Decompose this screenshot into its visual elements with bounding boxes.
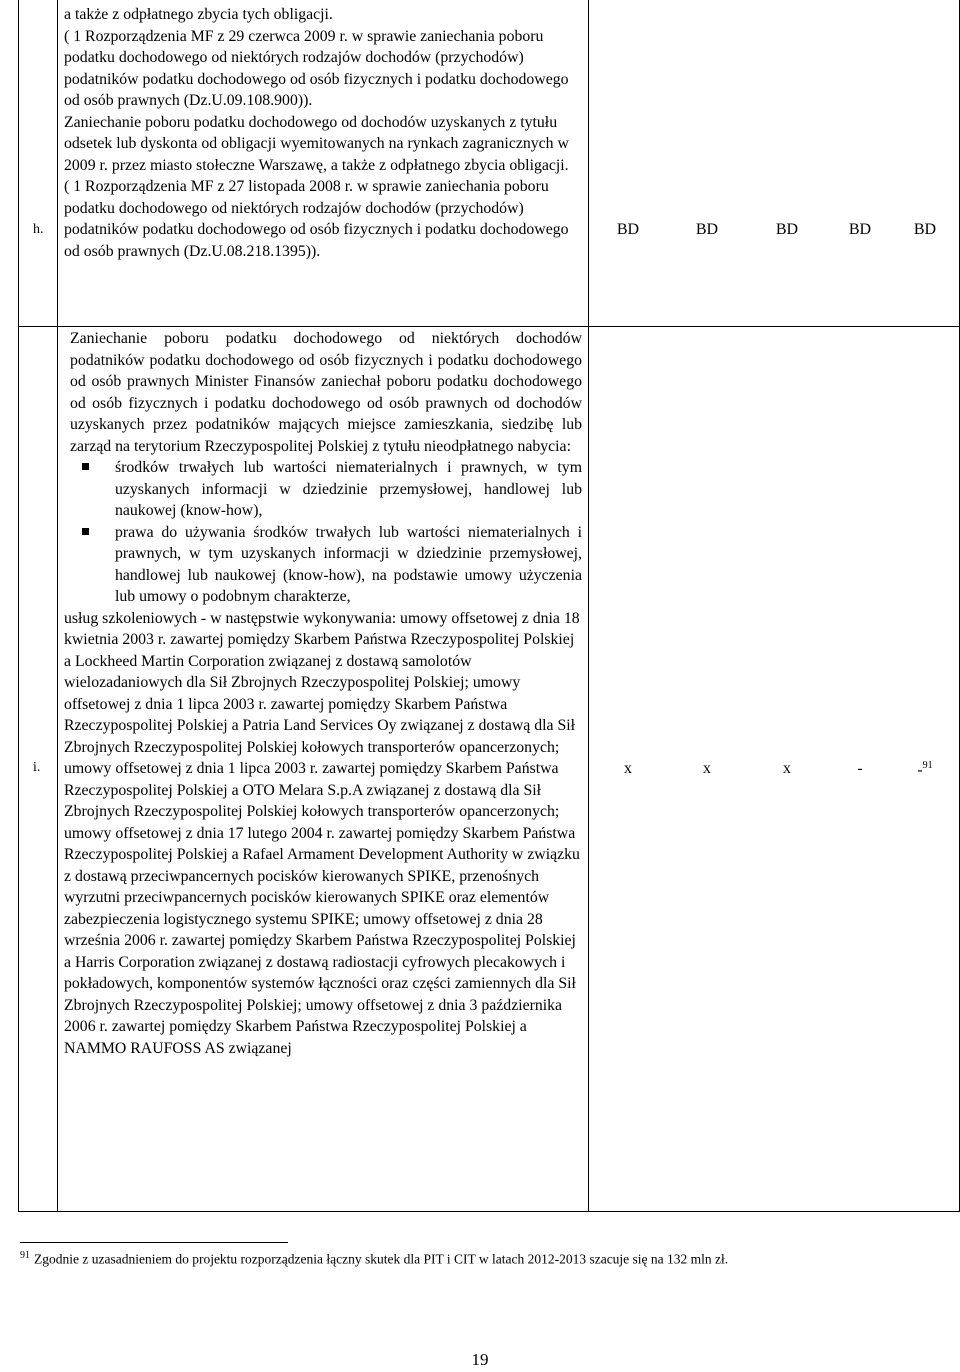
row-label-i: i. (33, 760, 41, 775)
row-i-value-5: -$^{91}$ (917, 760, 933, 779)
row-h-value-5: BD (913, 221, 937, 238)
footnote (20, 1250, 728, 1268)
list-item: środków trwałych lub wartości niematerialnych i prawnych, w tym uzyskanych informacji w dziedzinie przemysłowej, handlowej lub naukowej (know-how), (64, 457, 582, 522)
page-number: 19 (471, 1350, 489, 1369)
table-border-left (18, 0, 19, 1212)
bullet-square-icon (82, 528, 89, 535)
row-i-bullet-list (64, 457, 582, 608)
row-i-value-3: x (783, 760, 791, 777)
row-i-value-2: x (703, 760, 711, 777)
row-h-paragraph-4: ( 1 Rozporządzenia MF z 27 listopada 2008 r. w sprawie zaniechania poboru podatku dochodowego od niektórych rodzajów dochodów (przychodów) podatników podatku dochodowego od osób fizycznych i podatku dochodowego od osób prawnych (Dz.U.08.218.1395)). (64, 178, 569, 260)
row-h-value-2: BD (695, 221, 719, 238)
row-h-description (64, 4, 582, 262)
row-h-paragraph-1: a także z odpłatnego zbycia tych obligacji. (64, 6, 333, 23)
row-i-description (64, 328, 582, 1059)
row-h-paragraph-3: Zaniechanie poboru podatku dochodowego od dochodów uzyskanych z tytułu odsetek lub dyskonta od obligacji wyemitowanych na rynkach zagranicznych w 2009 r. przez miasto stołeczne Warszawę, a także z odpłatnego zbycia obligacji. (64, 113, 569, 174)
row-h-value-3: BD (775, 221, 799, 238)
table-border-bottom (18, 1211, 960, 1212)
row-label-h: h. (33, 222, 44, 237)
row-h-value-1: BD (616, 221, 640, 238)
row-i-value-1: x (624, 760, 632, 777)
list-item: prawa do używania środków trwałych lub wartości niematerialnych i prawnych, w tym uzyskanych informacji w dziedzinie przemysłowej, handlowej lub naukowej (know-how), na podstawie umowy użyczenia lub umowy o podobnym charakterze, (64, 522, 582, 608)
row-h-value-4: BD (848, 221, 872, 238)
footnote-separator (20, 1242, 288, 1243)
row-divider (18, 326, 960, 327)
bullet-square-icon (82, 463, 89, 470)
footnote-text: Zgodnie z uzasadnieniem do projektu rozporządzenia łączny skutek dla PIT i CIT w latach 2012-2013 szacuje się na 132 mln zł. (34, 1251, 729, 1267)
footnote-reference[interactable]: 91 (922, 760, 933, 771)
row-h-paragraph-2: ( 1 Rozporządzenia MF z 29 czerwca 2009 r. w sprawie zaniechania poboru podatku dochodowego od niektórych rodzajów dochodów (przychodów) podatników podatku dochodowego od osób fizycznych i podatku dochodowego od osób prawnych (Dz.U.09.108.900)). (64, 27, 569, 109)
table-divider-label (57, 0, 58, 1212)
footnote-number: 91 (20, 1250, 30, 1261)
row-i-continuation: usług szkoleniowych - w następstwie wykonywania: umowy offsetowej z dnia 18 kwietnia 2003 r. zawartej pomiędzy Skarbem Państwa Rzeczypospolitej Polskiej a Lockheed Martin Corporation związanej z dostawą samolotów wielozadaniowych dla Sił Zbrojnych Rzeczypospolitej Polskiej; umowy offsetowej z dnia 1 lipca 2003 r. zawartej pomiędzy Skarbem Państwa Rzeczypospolitej Polskiej a Patria Land Services Oy związanej z dostawą dla Sił Zbrojnych Rzeczypospolitej Polskiej kołowych transporterów opancerzonych; umowy offsetowej z dnia 1 lipca 2003 r. zawartej pomiędzy Skarbem Państwa Rzeczypospolitej Polskiej a OTO Melara S.p.A związanej z dostawą dla Sił Zbrojnych Rzeczypospolitej Polskiej kołowych transporterów opancerzonych; umowy offsetowej z dnia 17 lutego 2004 r. zawartej pomiędzy Skarbem Państwa Rzeczypospolitej Polskiej a Rafael Armament Development Authority w związku z dostawą przeciwpancernych pocisków kierowanych SPIKE, przenośnych wyrzutni przeciwpancernych pocisków kierowanych SPIKE oraz elementów zabezpieczenia logistycznego systemu SPIKE; umowy offsetowej z dnia 28 września 2006 r. zawartej pomiędzy Skarbem Państwa Rzeczypospolitej Polskiej a Harris Corporation związanej z dostawą radiostacji cyfrowych plecakowych i pokładowych, komponentów systemów łączności oraz części zamiennych dla Sił Zbrojnych Rzeczypospolitej Polskiej; umowy offsetowej z dnia 3 października 2006 r. zawartej pomiędzy Skarbem Państwa Rzeczypospolitej Polskiej a NAMMO RAUFOSS AS związanej (64, 609, 580, 1057)
row-i-intro: Zaniechanie poboru podatku dochodowego od niektórych dochodów podatników podatku dochodowego od osób fizycznych i podatku dochodowego od osób prawnych Minister Finansów zaniechał poboru podatku dochodowego od osób fizycznych i podatku dochodowego od osób prawnych od dochodów uzyskanych przez podatników mających miejsce zamieszkania, siedzibę lub zarząd na terytorium Rzeczypospolitej Polskiej z tytułu nieodpłatnego nabycia: (70, 330, 582, 455)
table-divider-text (588, 0, 589, 1212)
row-i-value-4: - (857, 760, 863, 777)
